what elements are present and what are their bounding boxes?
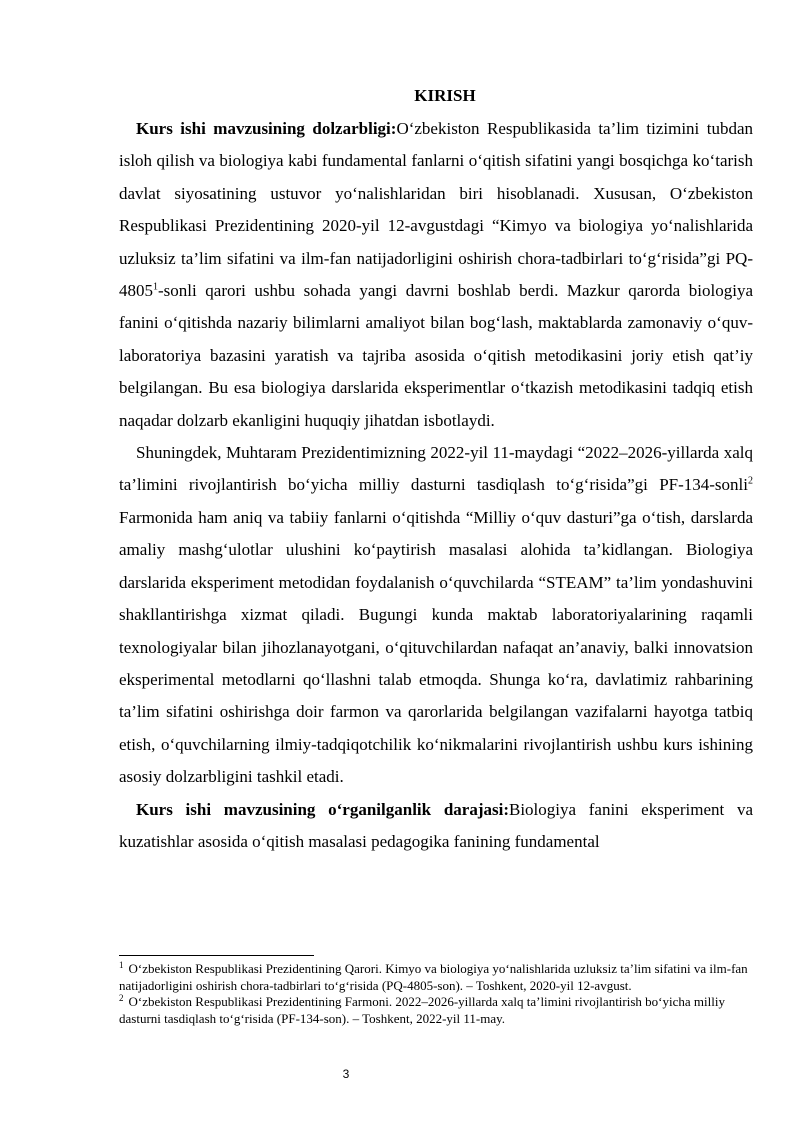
paragraph-lead: Kurs ishi mavzusining dolzarbligi: (136, 119, 397, 138)
footnote-item (119, 961, 753, 994)
page-number: 3 (342, 1067, 350, 1081)
paragraph-decree (119, 437, 753, 793)
footnote-item (119, 994, 753, 1027)
section-heading: KIRISH (414, 86, 476, 105)
footnotes (119, 961, 753, 1027)
footnote-separator (119, 955, 314, 956)
paragraph-lead: Kurs ishi mavzusining o‘rganilganlik darajasi: (136, 799, 509, 819)
paragraph-text: O‘zbekiston Respublikasida ta’lim tizimini tubdan isloh qilish va biologiya kabi fundamental fanlarni o‘qitish sifatini yangi bosqichga ko‘tarish davlat siyosatining ustuvor yo‘nalishlaridan biri hisoblanadi. Xususan, O‘zbekiston Respublikasi Prezidentining 2020-yil 12-avgustdagi “Kimyo va biologiya yo‘nalishlarida uzluksiz ta’lim sifatini va ilm-fan natijadorligini oshirish chora-tadbirlari to‘g‘risida”gi PQ-4805 (119, 119, 754, 301)
paragraph-study-level (119, 794, 753, 859)
paragraph-text: Shuningdek, Muhtaram Prezidentimizning 2022-yil 11-maydagi “2022–2026-yillarda xalq ta’limini rivojlantirish bo‘yicha milliy dasturni tasdiqlash to‘g‘risida”gi PF-134-sonli (119, 443, 753, 495)
footnote-text: O‘zbekiston Respublikasi Prezidentining Qarori. Kimyo va biologiya yo‘nalishlarida uzluksiz ta’lim sifatini va ilm-fan natijadorligini oshirish chora-tadbirlari to‘g‘risida (PQ-4805-son). – Toshkent, 2020-yil 12-avgust. (119, 961, 748, 993)
paragraph-relevance (119, 113, 753, 437)
footnote-text: O‘zbekiston Respublikasi Prezidentining Farmoni. 2022–2026-yillarda xalq ta’limini rivojlantirish bo‘yicha milliy dasturni tasdiqlash to‘g‘risida (PF-134-son). – Toshkent, 2022-yil 11-may. (119, 994, 725, 1026)
paragraph-text: Farmonida ham aniq va tabiiy fanlarni o‘qitishda “Milliy o‘quv dasturi”ga o‘tish, darslarda amaliy mashg‘ulotlar ulushini ko‘paytirish masalasi alohida ta’kidlangan. Biologiya darslarida eksperiment metodidan foydalanish o‘quvchilarda “STEAM” ta’lim yondashuvini shakllantirishga xizmat qiladi. Bugungi kunda maktab laboratoriyalarining raqamli texnologiyalar bilan jihozlanayotgani, o‘qituvchilardan nafaqat an’anaviy, balki innovatsion eksperimental metodlarni qo‘llashni talab etmoqda. Shunga ko‘ra, davlatimiz rahbarining ta’lim sifatini oshirishga doir farmon va qarorlarida belgilangan vazifalarni hayotga tatbiq etish, o‘quvchilarning ilmiy-tadqiqotchilik ko‘nikmalarini rivojlantirish ushbu kurs ishining asosiy dolzarbligini tashkil etadi. (119, 507, 753, 787)
body-text (119, 113, 753, 858)
footnote-mark: 2 (119, 992, 124, 1003)
footnote-mark: 1 (119, 959, 124, 970)
paragraph-text: Biologiya fanini eksperiment va kuzatishlar asosida o‘qitish masalasi pedagogika fanining fundamental (119, 799, 753, 851)
footnote-reference[interactable]: 2 (748, 475, 753, 487)
paragraph-text: -sonli qarori ushbu sohada yangi davrni boshlab berdi. Mazkur qarorda biologiya fanini o‘qitishda nazariy bilimlarni amaliyot bilan bog‘lash, maktablarda zamonaviy o‘quv-laboratoriya bazasini yaratish va tajriba asosida o‘qitish metodikasini joriy etish qat’iy belgilangan. Bu esa biologiya darslarida eksperimentlar o‘tkazish metodikasini tadqiq etish naqadar dolzarb ekanligini huquqiy jihatdan isbotlaydi. (119, 281, 753, 430)
footnote-reference[interactable]: 1 (153, 281, 158, 293)
